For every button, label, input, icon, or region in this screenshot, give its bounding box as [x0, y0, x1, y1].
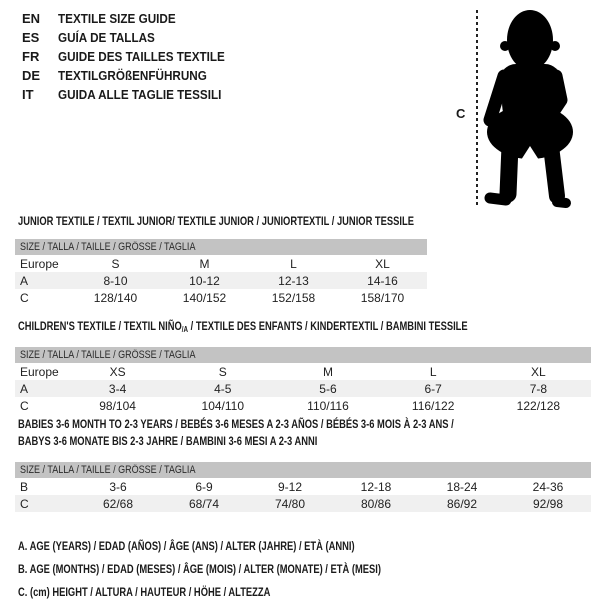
size-value-cell: L — [290, 256, 297, 271]
height-measure-label: C — [456, 106, 466, 121]
guide-title: GUIDA ALLE TAGLIE TESSILI — [58, 87, 222, 102]
footnote-c: C. (cm) HEIGHT / ALTURA / HAUTEUR / HÖHE / ALTEZZA — [18, 585, 271, 599]
children-title-post: / TEXTILE DES ENFANTS / KINDERTEXTIL / BAMBINI TESSILE — [188, 319, 468, 333]
table-row-months — [15, 478, 591, 495]
children-title-sub: /A — [181, 325, 189, 334]
guide-title: TEXTILGRÖßENFÜHRUNG — [58, 68, 207, 83]
size-value-cell: 122/128 — [516, 398, 561, 413]
language-row-it — [22, 85, 243, 104]
size-header-text: SIZE / TALLA / TAILLE / GRÖSSE / TAGLIA — [20, 241, 196, 253]
babies-table-title — [18, 416, 454, 450]
size-header-row — [15, 239, 427, 255]
size-value-cell: 140/152 — [182, 290, 227, 305]
size-value-cell: 7-8 — [529, 381, 548, 396]
table-row-age — [15, 380, 591, 397]
guide-title: TEXTILE SIZE GUIDE — [58, 11, 176, 26]
row-label-c: C — [20, 290, 29, 305]
size-header-cell — [15, 239, 427, 255]
size-value-cell: 62/68 — [102, 496, 134, 511]
language-code: DE — [22, 68, 41, 83]
size-value-cell: 98/104 — [99, 398, 136, 413]
row-label-a: A — [20, 381, 29, 396]
size-header-text: SIZE / TALLA / TAILLE / GRÖSSE / TAGLIA — [20, 464, 196, 476]
language-code: EN — [22, 11, 41, 26]
size-value-cell: 5-6 — [319, 381, 337, 396]
language-row-fr — [22, 47, 243, 66]
language-header — [22, 9, 243, 104]
table-row-height — [15, 289, 427, 306]
language-row-de — [22, 66, 243, 85]
size-value-cell: XL — [375, 256, 390, 271]
size-header-row — [15, 347, 591, 363]
size-value-cell: L — [429, 364, 437, 379]
size-value-cell: 92/98 — [532, 496, 564, 511]
junior-table-title: JUNIOR TEXTILE / TEXTIL JUNIOR/ TEXTILE JUNIOR / JUNIORTEXTIL / JUNIOR TESSILE — [18, 214, 414, 228]
row-label-a: A — [20, 273, 29, 288]
size-value-cell: 3-6 — [109, 479, 127, 494]
size-value-cell: 9-12 — [277, 479, 303, 494]
size-value-cell: M — [199, 256, 210, 271]
size-value-cell: 10-12 — [189, 273, 220, 288]
guide-title: GUÍA DE TALLAS — [58, 30, 155, 45]
size-value-cell: 116/122 — [411, 398, 455, 413]
row-label-europe: Europe — [20, 256, 59, 271]
size-value-cell: 3-4 — [108, 381, 127, 396]
table-row-height — [15, 495, 591, 512]
table-row-age — [15, 272, 427, 289]
size-value-cell: S — [218, 364, 227, 379]
height-measure-dashed-line — [476, 10, 478, 207]
language-code: IT — [22, 87, 34, 102]
children-size-table — [15, 347, 591, 414]
table-row-europe — [15, 255, 427, 272]
language-code: ES — [22, 30, 40, 45]
table-row-europe — [15, 363, 591, 380]
size-value-cell: 68/74 — [188, 496, 220, 511]
size-header-cell — [15, 347, 591, 363]
size-value-cell: 158/170 — [360, 290, 405, 305]
guide-title: GUIDE DES TAILLES TEXTILE — [58, 49, 225, 64]
size-header-cell — [15, 462, 591, 478]
children-table-title — [18, 318, 468, 338]
language-code: FR — [22, 49, 40, 64]
footnotes — [18, 535, 483, 600]
size-value-cell: 14-16 — [367, 273, 398, 288]
size-value-cell: 24-36 — [532, 479, 564, 494]
size-value-cell: XS — [109, 364, 126, 379]
size-value-cell: 74/80 — [274, 496, 306, 511]
size-value-cell: 104/110 — [201, 398, 245, 413]
size-value-cell: 12-18 — [360, 479, 392, 494]
row-label-c: C — [20, 496, 29, 511]
babies-size-table — [15, 462, 591, 512]
size-value-cell: 18-24 — [446, 479, 478, 494]
children-title-pre: CHILDREN'S TEXTILE / TEXTIL NIÑO — [18, 319, 182, 333]
size-value-cell: 152/158 — [271, 290, 316, 305]
language-row-en — [22, 9, 243, 28]
babies-title-line2: BABYS 3-6 MONATE BIS 2-3 JAHRE / BAMBINI 3-6 MESI A 2-3 ANNI — [18, 434, 318, 448]
junior-size-table — [15, 239, 427, 306]
language-row-es — [22, 28, 243, 47]
size-value-cell: S — [111, 256, 120, 271]
size-value-cell: 4-5 — [214, 381, 232, 396]
footnote-b: B. AGE (MONTHS) / EDAD (MESES) / ÂGE (MOIS) / ALTER (MONATE) / ETÀ (MESI) — [18, 562, 381, 576]
size-value-cell: M — [322, 364, 333, 379]
table-row-height — [15, 397, 591, 414]
footnote-a: A. AGE (YEARS) / EDAD (AÑOS) / ÂGE (ANS) / ALTER (JAHRE) / ETÀ (ANNI) — [18, 539, 355, 553]
babies-title-line1: BABIES 3-6 MONTH TO 2-3 YEARS / BEBÉS 3-6 MESES A 2-3 AÑOS / BÉBÉS 3-6 MOIS À 2-3 ANS / — [18, 417, 454, 431]
size-value-cell: XL — [531, 364, 546, 379]
size-value-cell: 86/92 — [446, 496, 478, 511]
size-header-row — [15, 462, 591, 478]
row-label-europe: Europe — [20, 364, 59, 379]
size-header-text: SIZE / TALLA / TAILLE / GRÖSSE / TAGLIA — [20, 349, 196, 361]
size-value-cell: 12-13 — [278, 273, 309, 288]
size-value-cell: 8-10 — [103, 273, 128, 288]
size-value-cell: 128/140 — [93, 290, 138, 305]
size-value-cell: 6-9 — [195, 479, 213, 494]
size-value-cell: 6-7 — [424, 381, 442, 396]
size-value-cell: 110/116 — [307, 398, 349, 413]
size-value-cell: 80/86 — [360, 496, 392, 511]
row-label-c: C — [20, 398, 29, 413]
baby-silhouette-image — [480, 4, 580, 212]
row-label-b: B — [20, 479, 29, 494]
